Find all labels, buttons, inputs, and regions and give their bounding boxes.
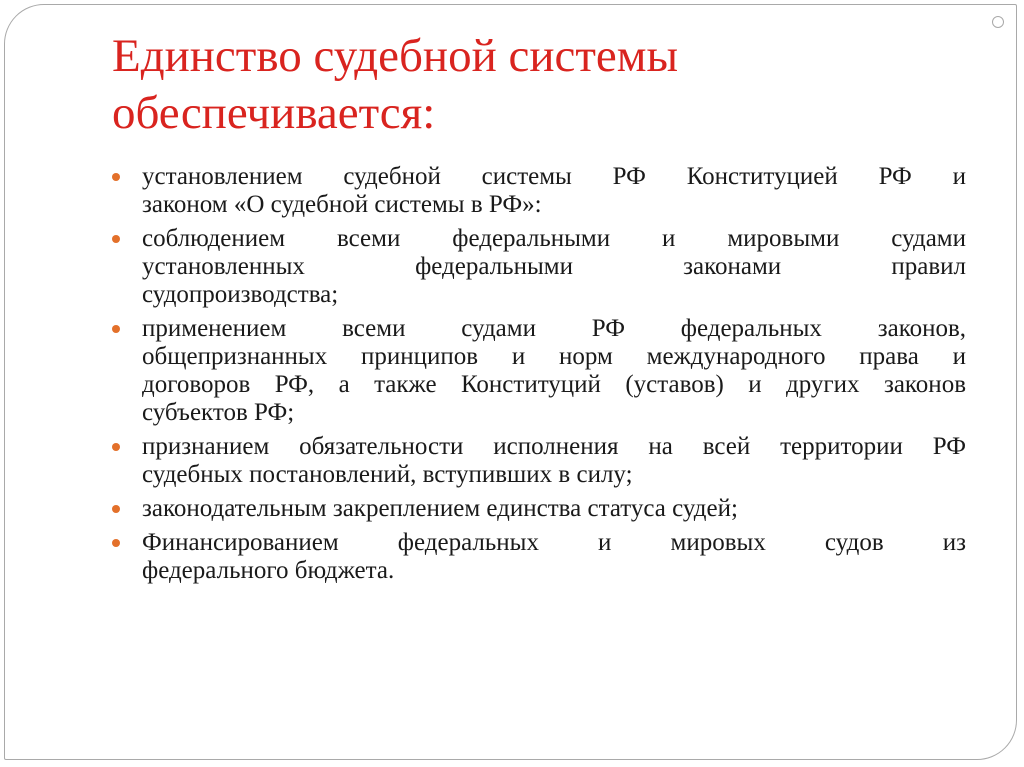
bullet-item	[112, 433, 966, 489]
bullet-line: федерального бюджета.	[142, 557, 395, 584]
bullet-line: субъектов РФ;	[142, 399, 295, 426]
bullet-line: Финансированием федеральных и мировых судов из	[142, 529, 966, 556]
bullet-list	[112, 163, 966, 591]
bullet-dot-icon	[112, 505, 120, 513]
bullet-item	[112, 163, 966, 219]
title-line-2: обеспечивается:	[112, 87, 436, 139]
bullet-line: договоров РФ, а также Конституций (уставов) и других законов	[142, 371, 966, 398]
bullet-item	[112, 495, 966, 523]
bullet-dot-icon	[112, 325, 120, 333]
bullet-dot-icon	[112, 235, 120, 243]
bullet-dot-icon	[112, 173, 120, 181]
bullet-line: законодательным закреплением единства статуса судей;	[142, 495, 738, 522]
slide-title	[112, 28, 912, 142]
bullet-dot-icon	[112, 539, 120, 547]
bullet-line: признанием обязательности исполнения на всей территории РФ	[142, 433, 966, 460]
corner-circle-icon	[992, 16, 1004, 28]
bullet-item	[112, 225, 966, 309]
bullet-line: законом «О судебной системы в РФ»:	[142, 191, 542, 218]
bullet-line: судопроизводства;	[142, 281, 339, 308]
bullet-dot-icon	[112, 443, 120, 451]
title-line-1: Единство судебной системы	[112, 30, 679, 82]
bullet-item	[112, 315, 966, 427]
bullet-item	[112, 529, 966, 585]
bullet-line: установленных федеральными законами правил	[142, 253, 966, 280]
bullet-line: применением всеми судами РФ федеральных законов,	[142, 315, 966, 342]
bullet-line: установлением судебной системы РФ Конституцией РФ и	[142, 163, 966, 190]
bullet-line: общепризнанных принципов и норм международного права и	[142, 343, 966, 370]
bullet-line: соблюдением всеми федеральными и мировыми судами	[142, 225, 966, 252]
bullet-line: судебных постановлений, вступивших в силу;	[142, 461, 633, 488]
